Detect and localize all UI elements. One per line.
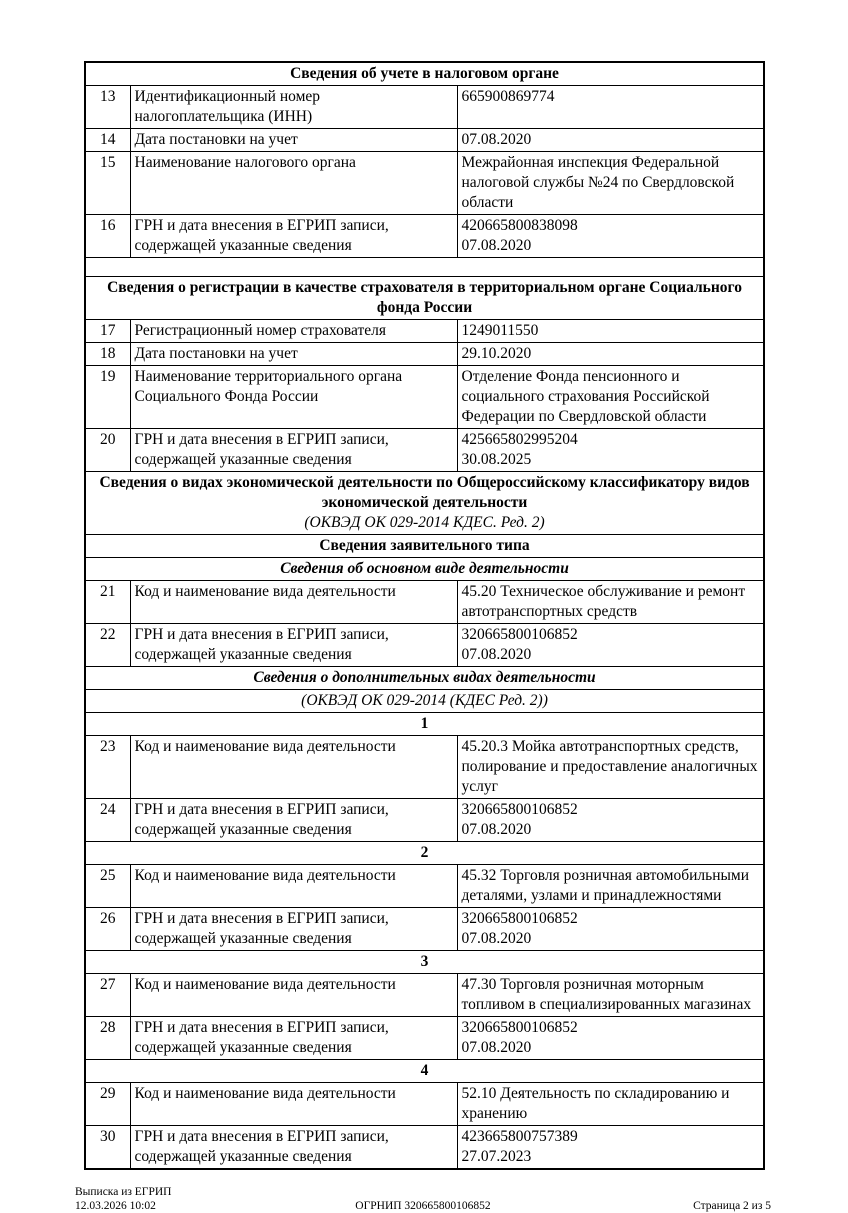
row-value (457, 1017, 764, 1060)
egrip-table-body (85, 62, 764, 1169)
table-row (85, 320, 764, 343)
value-line: 425665802995204 (461, 431, 578, 448)
row-value (457, 366, 764, 429)
row-number: 24 (85, 799, 130, 842)
value-line: 27.07.2023 (461, 1148, 532, 1165)
value-line: 07.08.2020 (461, 821, 532, 838)
section-header-row (85, 951, 764, 974)
row-value (457, 129, 764, 152)
row-number: 13 (85, 86, 130, 129)
section-header-cell (85, 842, 764, 865)
value-line: 320665800106852 (461, 910, 578, 927)
value-line: 45.20 Техническое обслуживание и ремонт автотранспортных средств (461, 583, 746, 620)
row-label: Наименование территориального органа Социального Фонда России (130, 366, 457, 429)
table-row (85, 799, 764, 842)
row-label: ГРН и дата внесения в ЕГРИП записи, содержащей указанные сведения (130, 215, 457, 258)
row-value (457, 86, 764, 129)
table-row (85, 86, 764, 129)
row-number: 22 (85, 624, 130, 667)
row-value (457, 736, 764, 799)
section-header-line: 1 (420, 715, 429, 732)
row-value (457, 1083, 764, 1126)
row-value (457, 1126, 764, 1170)
row-label: ГРН и дата внесения в ЕГРИП записи, содержащей указанные сведения (130, 624, 457, 667)
row-number: 26 (85, 908, 130, 951)
row-label: Регистрационный номер страхователя (130, 320, 457, 343)
section-header-row (85, 472, 764, 535)
row-value (457, 581, 764, 624)
row-number: 20 (85, 429, 130, 472)
footer-doc-type: Выписка из ЕГРИП (75, 1186, 172, 1198)
row-number: 28 (85, 1017, 130, 1060)
footer-generated-datetime: 12.03.2026 10:02 (75, 1200, 156, 1212)
row-value (457, 799, 764, 842)
spacer-cell (85, 258, 764, 277)
footer-ogrnip: ОГРНИП 320665800106852 (355, 1200, 491, 1212)
section-header-line: Сведения об основном виде деятельности (280, 560, 569, 577)
row-number: 16 (85, 215, 130, 258)
row-value (457, 429, 764, 472)
value-line: Межрайонная инспекция Федеральной налоговой службы №24 по Свердловской области (461, 154, 735, 211)
section-header-line: 3 (420, 953, 429, 970)
row-number: 27 (85, 974, 130, 1017)
value-line: 320665800106852 (461, 1019, 578, 1036)
value-line: 45.20.3 Мойка автотранспортных средств, полирование и предоставление аналогичных услуг (461, 738, 758, 795)
row-number: 15 (85, 152, 130, 215)
section-header-cell (85, 951, 764, 974)
value-line: 52.10 Деятельность по складированию и хранению (461, 1085, 730, 1122)
table-row (85, 152, 764, 215)
value-line: 07.08.2020 (461, 646, 532, 663)
table-row (85, 974, 764, 1017)
section-header-line: Сведения об учете в налоговом органе (290, 65, 559, 82)
egrip-table (84, 61, 765, 1170)
section-header-cell (85, 1060, 764, 1083)
row-number: 21 (85, 581, 130, 624)
table-row (85, 1126, 764, 1170)
table-row (85, 1017, 764, 1060)
table-row (85, 624, 764, 667)
spacer-row (85, 258, 764, 277)
section-header-line: (ОКВЭД ОК 029-2014 (КДЕС Ред. 2)) (301, 692, 548, 709)
row-label: Дата постановки на учет (130, 129, 457, 152)
table-row (85, 429, 764, 472)
table-row (85, 215, 764, 258)
value-line: 07.08.2020 (461, 1039, 532, 1056)
row-value (457, 908, 764, 951)
value-line: 47.30 Торговля розничная моторным топливом в специализированных магазинах (461, 976, 752, 1013)
row-label: Код и наименование вида деятельности (130, 1083, 457, 1126)
value-line: 07.08.2020 (461, 930, 532, 947)
section-header-row (85, 667, 764, 690)
section-header-cell (85, 277, 764, 320)
value-line: 420665800838098 (461, 217, 578, 234)
row-value (457, 624, 764, 667)
section-header-cell (85, 535, 764, 558)
section-header-line: Сведения о дополнительных видах деятельности (253, 669, 596, 686)
row-label: Код и наименование вида деятельности (130, 581, 457, 624)
row-label: Код и наименование вида деятельности (130, 865, 457, 908)
section-header-line: 2 (420, 844, 429, 861)
value-line: 320665800106852 (461, 626, 578, 643)
row-label: ГРН и дата внесения в ЕГРИП записи, содержащей указанные сведения (130, 1126, 457, 1170)
row-number: 29 (85, 1083, 130, 1126)
row-label: ГРН и дата внесения в ЕГРИП записи, содержащей указанные сведения (130, 908, 457, 951)
row-number: 18 (85, 343, 130, 366)
section-header-cell (85, 690, 764, 713)
row-label: Дата постановки на учет (130, 343, 457, 366)
row-number: 23 (85, 736, 130, 799)
table-row (85, 581, 764, 624)
section-header-cell (85, 472, 764, 535)
row-label: Код и наименование вида деятельности (130, 974, 457, 1017)
row-label: ГРН и дата внесения в ЕГРИП записи, содержащей указанные сведения (130, 799, 457, 842)
section-header-cell (85, 62, 764, 86)
table-row (85, 366, 764, 429)
section-header-line: Сведения о регистрации в качестве страхователя в территориальном органе Социального фонда России (107, 279, 742, 316)
value-line: 320665800106852 (461, 801, 578, 818)
footer-left (75, 1185, 307, 1213)
section-header-line: (ОКВЭД ОК 029-2014 КДЕС. Ред. 2) (304, 514, 545, 531)
row-number: 25 (85, 865, 130, 908)
row-label: ГРН и дата внесения в ЕГРИП записи, содержащей указанные сведения (130, 1017, 457, 1060)
section-header-row (85, 558, 764, 581)
value-line: 1249011550 (461, 322, 539, 339)
value-line: 45.32 Торговля розничная автомобильными деталями, узлами и принадлежностями (461, 867, 750, 904)
section-header-row (85, 713, 764, 736)
value-line: 29.10.2020 (461, 345, 532, 362)
row-value (457, 974, 764, 1017)
table-row (85, 343, 764, 366)
section-header-row (85, 535, 764, 558)
row-value (457, 320, 764, 343)
table-row (85, 736, 764, 799)
row-label: Код и наименование вида деятельности (130, 736, 457, 799)
value-line: 07.08.2020 (461, 237, 532, 254)
row-number: 17 (85, 320, 130, 343)
table-row (85, 129, 764, 152)
section-header-line: Сведения заявительного типа (319, 537, 530, 554)
section-header-row (85, 842, 764, 865)
section-header-cell (85, 558, 764, 581)
row-label: ГРН и дата внесения в ЕГРИП записи, содержащей указанные сведения (130, 429, 457, 472)
row-value (457, 865, 764, 908)
row-label: Идентификационный номер налогоплательщика (ИНН) (130, 86, 457, 129)
value-line: 665900869774 (461, 88, 555, 105)
row-number: 14 (85, 129, 130, 152)
section-header-row (85, 1060, 764, 1083)
value-line: 07.08.2020 (461, 131, 532, 148)
section-header-row (85, 690, 764, 713)
row-value (457, 152, 764, 215)
value-line: Отделение Фонда пенсионного и социального страхования Российской Федерации по Свердловской области (461, 368, 710, 425)
value-line: 30.08.2025 (461, 451, 532, 468)
section-header-line: 4 (420, 1062, 429, 1079)
table-row (85, 865, 764, 908)
section-header-row (85, 62, 764, 86)
value-line: 423665800757389 (461, 1128, 578, 1145)
table-row (85, 908, 764, 951)
row-number: 30 (85, 1126, 130, 1170)
row-number: 19 (85, 366, 130, 429)
page-footer (0, 1185, 848, 1213)
row-value (457, 215, 764, 258)
section-header-row (85, 277, 764, 320)
footer-page-number: Страница 2 из 5 (693, 1200, 771, 1212)
section-header-cell (85, 667, 764, 690)
section-header-cell (85, 713, 764, 736)
section-header-line: Сведения о видах экономической деятельности по Общероссийскому классификатору видов экономической деятельности (99, 474, 750, 511)
row-label: Наименование налогового органа (130, 152, 457, 215)
table-row (85, 1083, 764, 1126)
row-value (457, 343, 764, 366)
